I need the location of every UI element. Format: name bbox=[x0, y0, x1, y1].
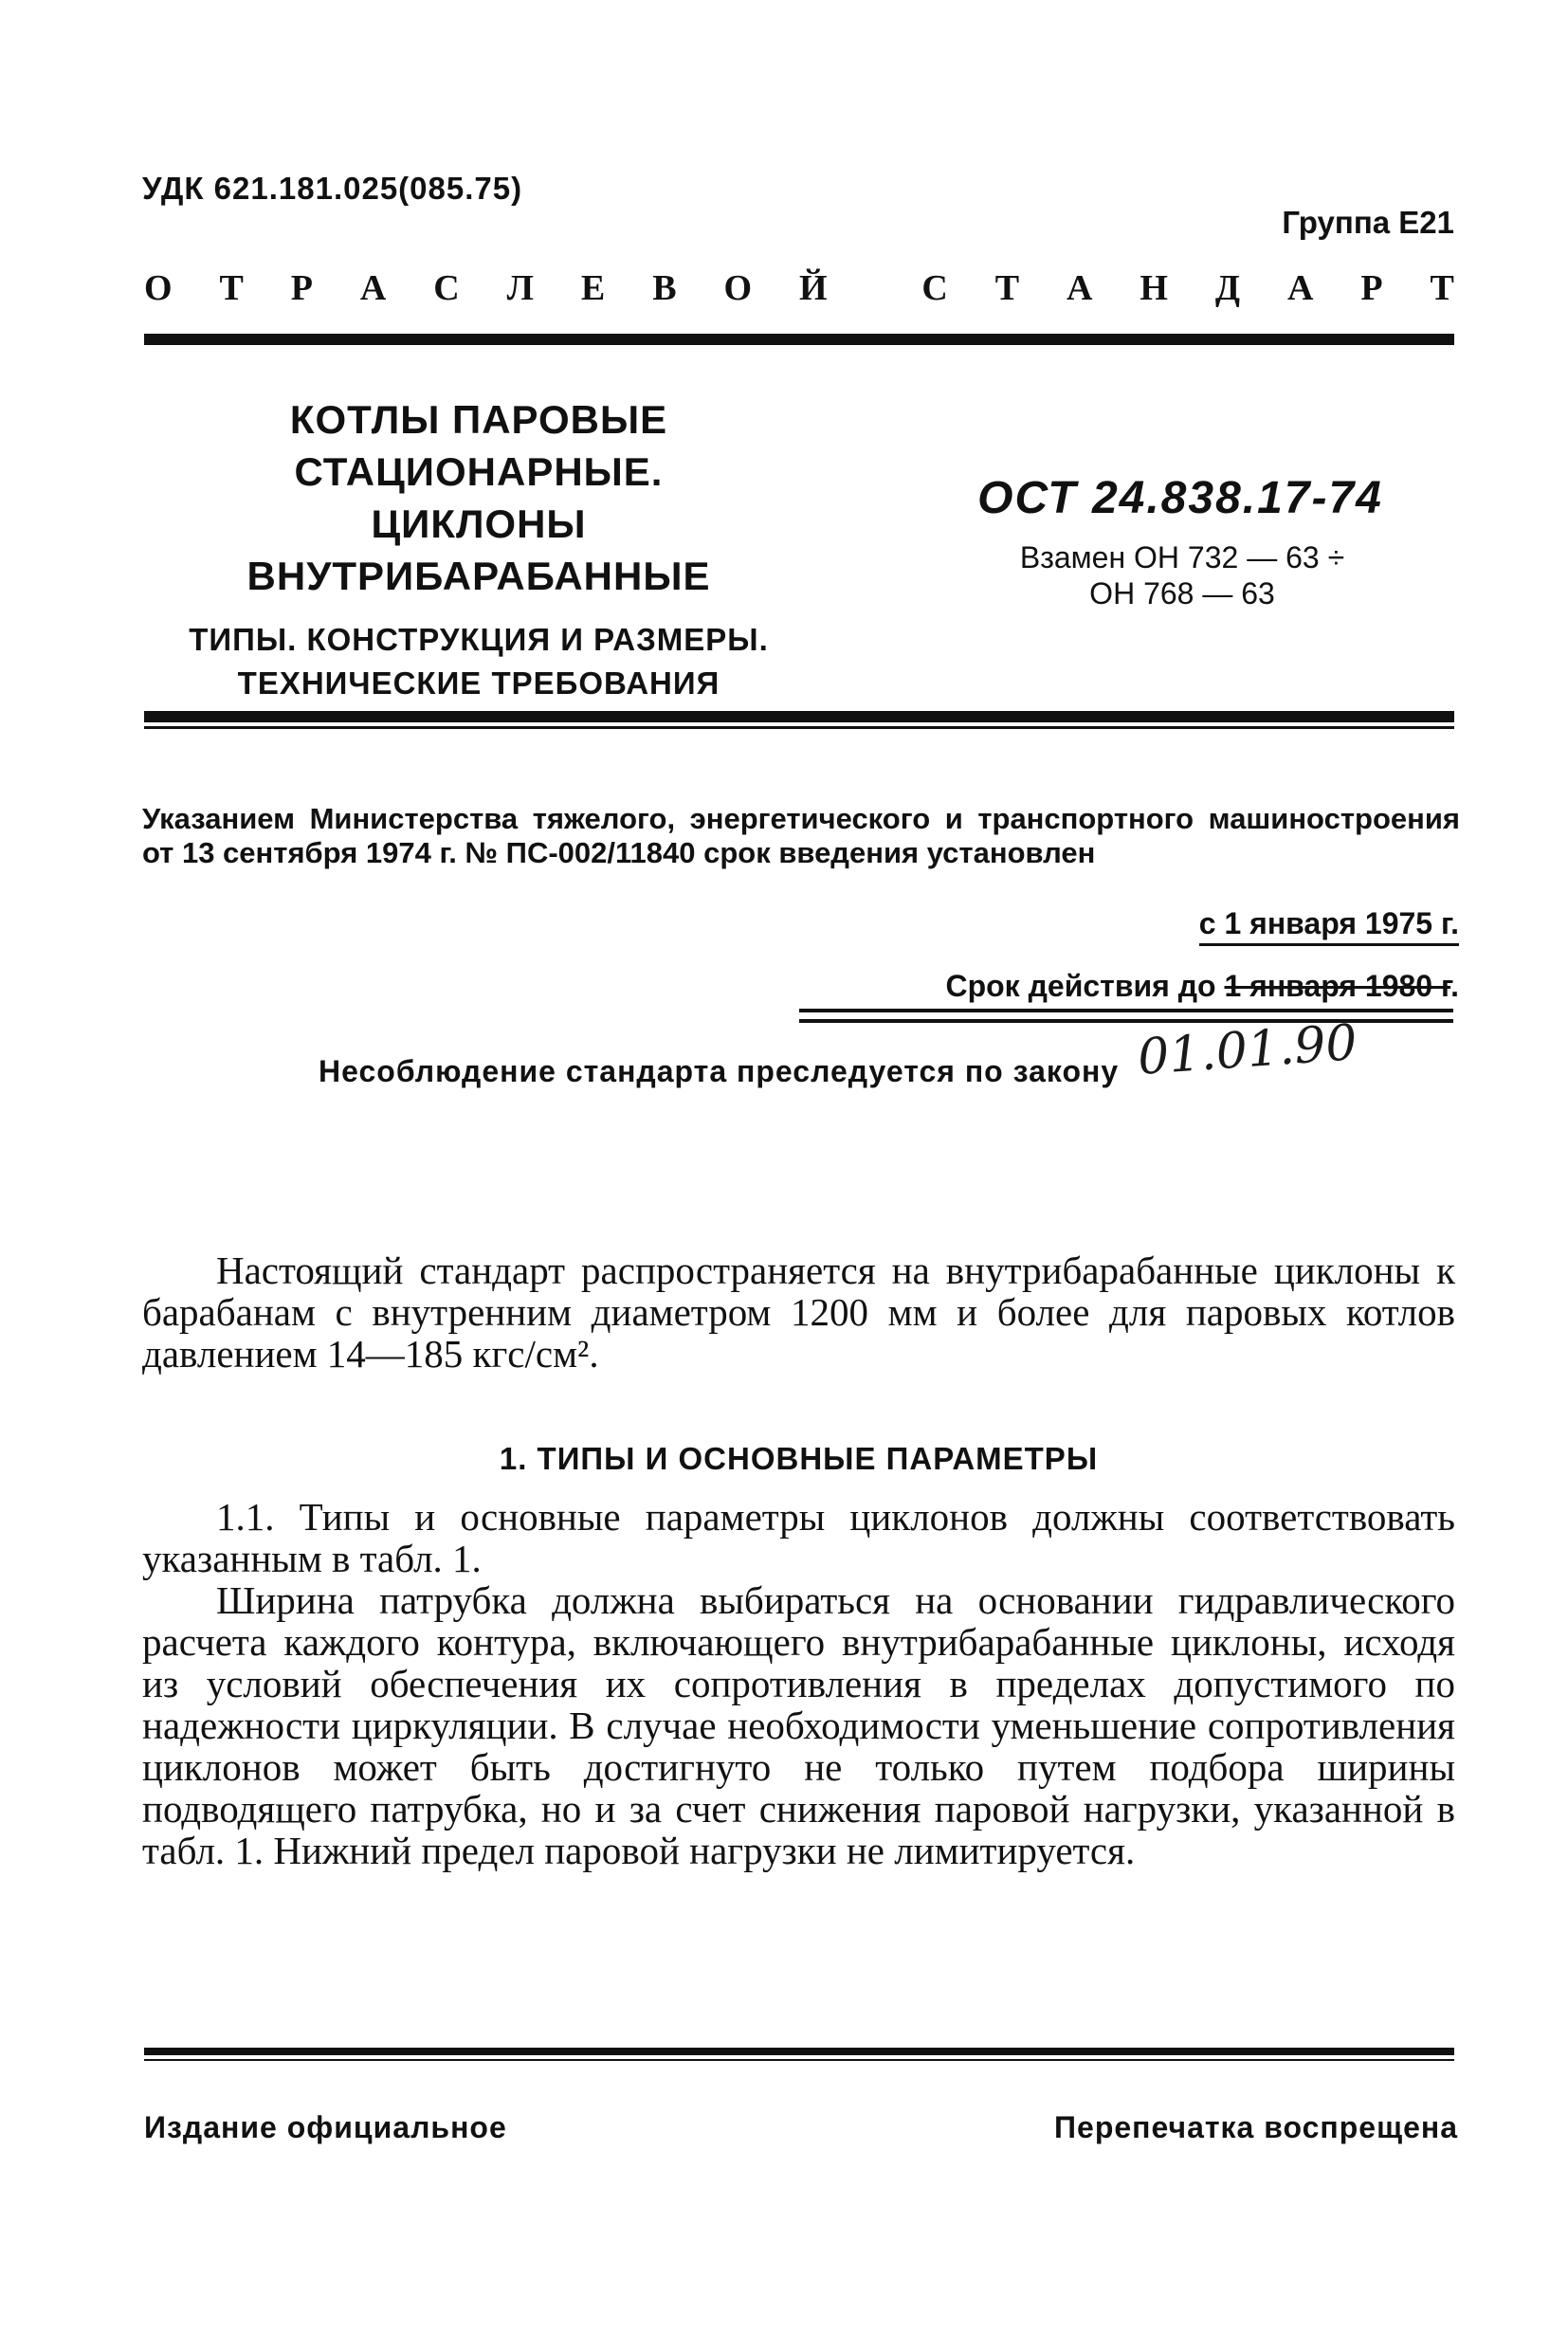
validity-period bbox=[945, 969, 1459, 1004]
footer-reprint-note: Перепечатка воспрещена bbox=[1054, 2110, 1458, 2144]
banner-letter: Р bbox=[1360, 268, 1383, 308]
subtitle-line: ТЕХНИЧЕСКИЕ ТРЕБОВАНИЯ bbox=[237, 665, 720, 701]
replaces-note: Взамен ОН 732 — 63 ÷ bbox=[1019, 540, 1345, 574]
validity-rule bbox=[799, 1009, 1453, 1012]
replaces-note: ОН 768 — 63 bbox=[1089, 576, 1275, 611]
subtitle-line: ТИПЫ. КОНСТРУКЦИЯ И РАЗМЕРЫ. bbox=[189, 622, 769, 657]
directive-text: Указанием Министерства тяжелого, энергетического и транспортного машиностроения от 13 сентября 1974 г. № ПС-002/11840 срок введения установлен bbox=[142, 802, 1460, 869]
banner-letter: С bbox=[433, 268, 460, 308]
section-heading: 1. ТИПЫ И ОСНОВНЫЕ ПАРАМЕТРЫ bbox=[499, 1441, 1099, 1476]
banner-letter: С bbox=[921, 268, 948, 308]
banner-letter: А bbox=[1067, 268, 1093, 308]
banner-letter: Л bbox=[506, 268, 534, 308]
header-rule bbox=[144, 334, 1454, 345]
title-line: СТАЦИОНАРНЫЕ. bbox=[294, 449, 664, 494]
banner-letter: Д bbox=[1214, 268, 1241, 308]
title-rule-thin bbox=[144, 726, 1454, 729]
banner-letter: А bbox=[1286, 268, 1314, 308]
title-line: ВНУТРИБАРАБАННЫЕ bbox=[246, 554, 711, 598]
banner-letter: А bbox=[359, 268, 387, 308]
clause-paragraph: Ширина патрубка должна выбираться на основании гидравлического расчета каждого контура, включающего внутрибарабанные циклоны, исходя из условий обеспечения их сопротивления в пределах допустимого по надежности циркуляции. В случае необходимости уменьшение сопротивления циклонов может быть достигнуто не только путем подбора ширины подводящего патрубка, но и за счет снижения паровой нагрузки, указанной в табл. 1. Нижний предел паровой нагрузки не лимитируется. bbox=[142, 1578, 1455, 1872]
title-line: ЦИКЛОНЫ bbox=[371, 501, 587, 546]
banner-letter: О bbox=[723, 268, 753, 308]
banner-letter: Т bbox=[1430, 268, 1454, 308]
footer-rule bbox=[144, 2048, 1454, 2055]
banner-letter: В bbox=[652, 268, 677, 308]
footer-rule-thin bbox=[144, 2059, 1454, 2061]
banner-letter: Т bbox=[219, 268, 244, 308]
handwritten-date: 01.01.90 bbox=[1136, 1013, 1359, 1087]
law-note: Несоблюдение стандарта преследуется по закону bbox=[319, 1054, 1120, 1088]
banner-letter: Н bbox=[1140, 268, 1168, 308]
validity-prefix: Срок действия до bbox=[945, 969, 1225, 1003]
udk-code: УДК 621.181.025(085.75) bbox=[142, 171, 523, 206]
banner-letter: Р bbox=[290, 268, 313, 308]
title-line: КОТЛЫ ПАРОВЫЕ bbox=[289, 397, 668, 442]
standard-code: ОСТ 24.838.17-74 bbox=[977, 473, 1383, 523]
introduction-date: с 1 января 1975 г. bbox=[1199, 906, 1459, 946]
document-subtitle bbox=[171, 618, 787, 705]
banner-letter: Т bbox=[994, 268, 1020, 308]
standard-banner bbox=[144, 267, 1454, 309]
banner-letter: Й bbox=[798, 268, 828, 308]
clause-paragraph: 1.1. Типы и основные параметры циклонов должны соответствовать указанным в табл. 1. bbox=[142, 1495, 1455, 1580]
group-code: Группа Е21 bbox=[1282, 205, 1454, 240]
validity-suffix: . bbox=[1450, 969, 1459, 1003]
title-rule bbox=[144, 711, 1454, 722]
banner-letter: Е bbox=[580, 268, 606, 308]
document-title bbox=[171, 393, 787, 602]
footer-edition-note: Издание официальное bbox=[144, 2110, 507, 2144]
validity-struck-date: 1 января 1980 г bbox=[1224, 969, 1451, 1003]
scope-paragraph: Настоящий стандарт распространяется на внутрибарабанные циклоны к барабанам с внутренним диаметром 1200 мм и более для паровых котлов давлением 14—185 кгс/см². bbox=[142, 1248, 1455, 1376]
banner-letter: О bbox=[144, 268, 173, 308]
